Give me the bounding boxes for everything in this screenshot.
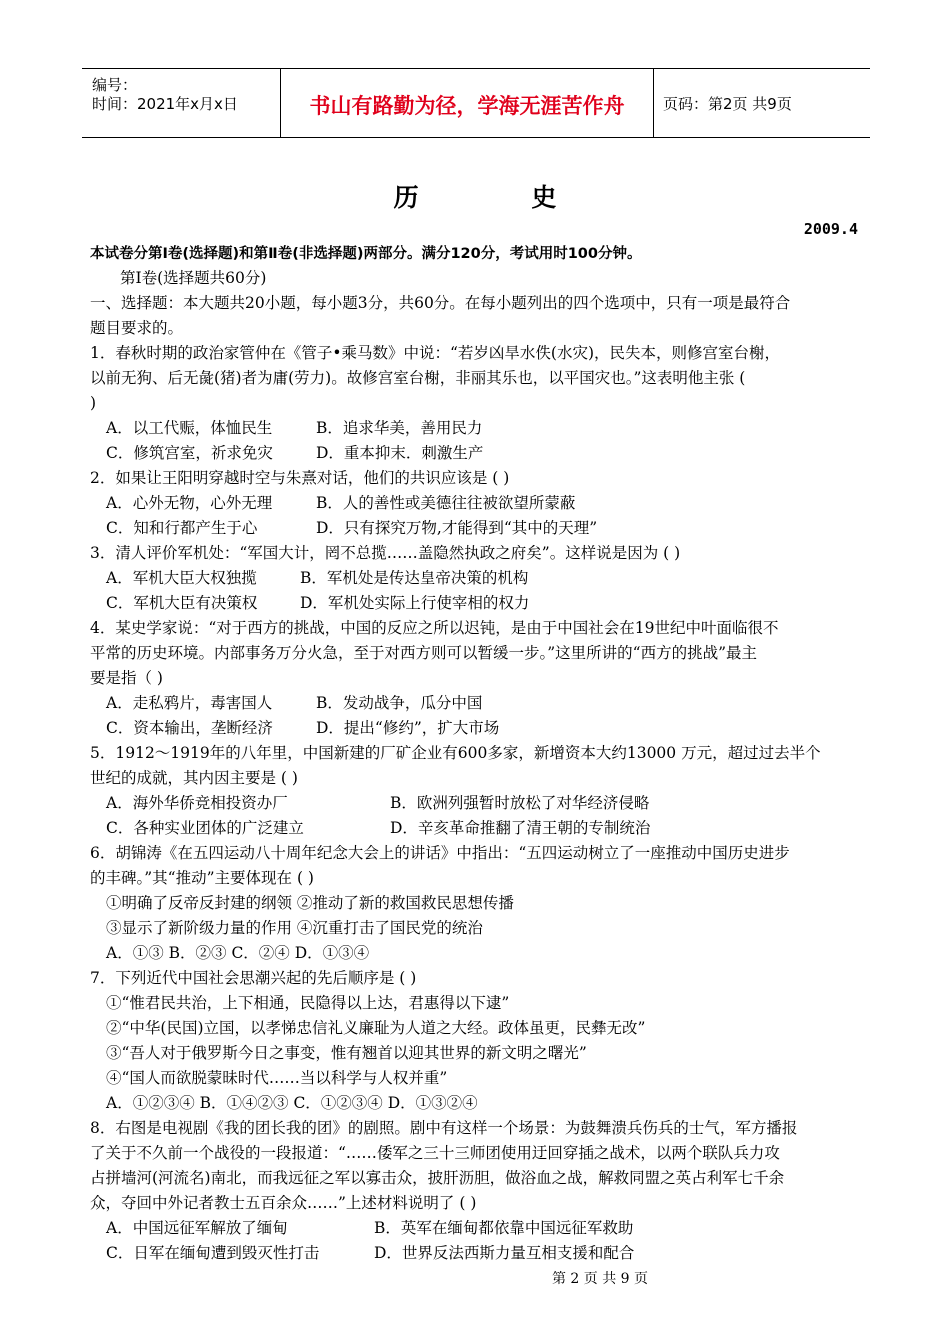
- question-2-option-b: B．人的善性或美德往往被欲望所蒙蔽: [316, 494, 576, 512]
- question-7-text: 7．下列近代中国社会思潮兴起的先后顺序是 ( ): [90, 969, 417, 987]
- question-3-option-c: C．军机大臣有决策权: [106, 594, 258, 612]
- time-label: 时间：2021年x月x日: [92, 95, 238, 113]
- question-6-text: 的丰碑。”其“推动”主要体现在 ( ): [90, 869, 314, 887]
- page-info: 页码：第2页 共9页: [663, 95, 792, 113]
- question-8-option-d: D．世界反法西斯力量互相支援和配合: [374, 1244, 635, 1262]
- question-1-text: 1．春秋时期的政治家管仲在《管子•乘马数》中说：“若岁凶旱水佚(水灾)，民失本，则修宫室台榭，: [90, 344, 781, 362]
- question-2-option-c: C．知和行都产生于心: [106, 519, 258, 537]
- question-3-text: 3．清人评价军机处：“军国大计，罔不总揽……盖隐然执政之府矣”。这样说是因为 ( ): [90, 544, 681, 562]
- question-7-options: A．①②③④ B．①④②③ C．①②③④ D．①③②④: [106, 1094, 478, 1112]
- question-8-text: 8．右图是电视剧《我的团长我的团》的剧照。剧中有这样一个场景：为鼓舞溃兵伤兵的士气，军方播报: [90, 1119, 798, 1137]
- question-7-item: ②“中华(民国)立国，以孝悌忠信礼义廉耻为人道之大经。政体虽更，民彝无改”: [106, 1019, 646, 1037]
- question-4-option-c: C．资本输出，垄断经济: [106, 719, 273, 737]
- question-7-item: ③“吾人对于俄罗斯今日之事变，惟有翘首以迎其世界的新文明之曙光”: [106, 1044, 587, 1062]
- question-1-option-c: C．修筑宫室，祈求免灾: [106, 444, 273, 462]
- question-7-item: ④“国人而欲脱蒙昧时代……当以科学与人权并重”: [106, 1069, 448, 1087]
- question-8-option-a: A．中国远征军解放了缅甸: [106, 1219, 288, 1237]
- header-motto-cell: [280, 69, 654, 137]
- question-4-option-d: D．提出“修约”，扩大市场: [316, 719, 500, 737]
- question-7-item: ①“惟君民共治，上下相通，民隐得以上达，君惠得以下逮”: [106, 994, 510, 1012]
- instructions-line: 一、选择题：本大题共20小题，每小题3分，共60分。在每小题列出的四个选项中，只有一项是最符合: [90, 294, 791, 312]
- header-page-cell: [653, 69, 870, 137]
- question-2-option-a: A．心外无物，心外无理: [106, 494, 273, 512]
- question-4-text: 平常的历史环境。内部事务万分火急，至于对西方则可以暂缓一步。”这里所讲的“西方的挑战”最主: [90, 644, 758, 662]
- question-2-option-d: D．只有探究万物,才能得到“其中的天理”: [316, 519, 598, 537]
- question-6-items: ③显示了新阶级力量的作用 ④沉重打击了国民党的统治: [106, 919, 483, 937]
- question-3-option-b: B．军机处是传达皇帝决策的机构: [300, 569, 529, 587]
- question-8-text: 占拼墙河(河流名)南北，而我远征之军以寡击众，披肝沥胆，做浴血之战，解救同盟之英占利军七千余: [90, 1169, 785, 1187]
- question-3-option-d: D．军机处实际上行使宰相的权力: [300, 594, 530, 612]
- question-6-items: ①明确了反帝反封建的纲领 ②推动了新的救国救民思想传播: [106, 894, 514, 912]
- question-4-text: 4．某史学家说：“对于西方的挑战，中国的反应之所以迟钝，是由于中国社会在19世纪中叶面临很不: [90, 619, 779, 637]
- page-title: 历 史: [393, 183, 609, 212]
- question-5-option-c: C．各种实业团体的广泛建立: [106, 819, 304, 837]
- exam-date: 2009.4: [803, 220, 858, 238]
- exam-intro: 本试卷分第Ⅰ卷(选择题)和第Ⅱ卷(非选择题)两部分。满分120分，考试用时100分钟。: [90, 246, 642, 262]
- section-heading: 第Ⅰ卷(选择题共60分): [120, 269, 267, 287]
- number-label: 编号：: [92, 76, 138, 94]
- question-5-option-d: D．辛亥革命推翻了清王朝的专制统治: [390, 819, 651, 837]
- question-6-text: 6．胡锦涛《在五四运动八十周年纪念大会上的讲话》中指出：“五四运动树立了一座推动中国历史进步: [90, 844, 790, 862]
- question-5-text: 世纪的成就，其内因主要是 ( ): [90, 769, 298, 787]
- question-1-option-d: D．重本抑末．刺激生产: [316, 444, 484, 462]
- question-5-text: 5．1912～1919年的八年里，中国新建的厂矿企业有600多家，新增资本大约13000 万元，超过过去半个: [90, 744, 821, 762]
- question-1-text: 以前无狗、后无彘(猪)者为庸(劳力)。故修宫室台榭，非丽其乐也，以平国灾也。”这表明他主张 (: [90, 369, 746, 387]
- page-footer: [0, 1268, 950, 1288]
- question-5-option-b: B．欧洲列强暂时放松了对华经济侵略: [390, 794, 650, 812]
- footer-page-number: 第 2 页 共 9 页: [551, 1271, 649, 1287]
- question-4-text: 要是指（ ): [90, 669, 163, 687]
- question-1-option-b: B．追求华美，善用民力: [316, 419, 483, 437]
- question-4-option-a: A．走私鸦片，毒害国人: [106, 694, 273, 712]
- question-8-option-c: C．日军在缅甸遭到毁灭性打击: [106, 1244, 320, 1262]
- motto: 书山有路勤为径，学海无涯苦作舟: [309, 94, 625, 118]
- question-3-option-a: A．军机大臣大权独揽: [106, 569, 257, 587]
- question-1-option-a: A．以工代赈，体恤民生: [106, 419, 273, 437]
- question-8-text: 众，夺回中外记者教士五百余众……”上述材料说明了 ( ): [90, 1194, 477, 1212]
- question-2-text: 2．如果让王阳明穿越时空与朱熹对话，他们的共识应该是 ( ): [90, 469, 510, 487]
- question-1-text: ): [90, 394, 97, 412]
- question-5-option-a: A．海外华侨竞相投资办厂: [106, 794, 288, 812]
- header-info-cell: [82, 69, 280, 137]
- question-8-option-b: B．英军在缅甸都依靠中国远征军救助: [374, 1219, 634, 1237]
- question-4-option-b: B．发动战争，瓜分中国: [316, 694, 483, 712]
- question-6-options: A．①③ B．②③ C．②④ D．①③④: [106, 944, 370, 962]
- page-header: [82, 68, 870, 138]
- question-8-text: 了关于不久前一个战役的一段报道：“……倭军之三十三师团使用迂回穿插之战术，以两个联队兵力攻: [90, 1144, 780, 1162]
- instructions-line: 题目要求的。: [90, 319, 184, 337]
